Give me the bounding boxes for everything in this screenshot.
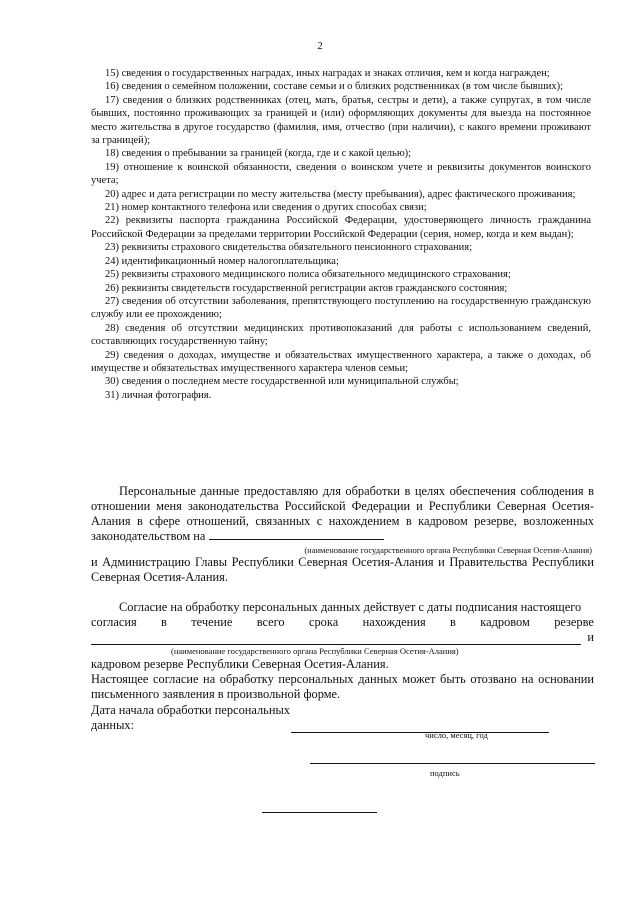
consent-paragraph-1-tail: и Администрацию Главы Республики Северная Осетия-Алания и Правительства Республики Северная Осетия-Алания. xyxy=(91,555,594,584)
list-item: 25) реквизиты страхового медицинского полиса обязательного медицинского страхования; xyxy=(105,269,511,281)
consent-paragraph-2-tail: кадровом резерве Республики Северная Осетия-Алания. xyxy=(91,657,389,671)
list-item: 21) номер контактного телефона или сведения о других способах связи; xyxy=(105,202,427,214)
org-name-caption: (наименование государственного органа Республики Северная Осетия-Алания) xyxy=(304,545,592,555)
word: всего xyxy=(256,615,285,629)
list-item: 28) сведения об отсутствии медицинских противопоказаний для работы с использованием сведений, составляющих государственную тайну; xyxy=(91,322,591,348)
date-label-line-2: данных: xyxy=(91,718,135,732)
signature-caption: подпись xyxy=(430,768,460,778)
date-label xyxy=(91,703,594,733)
date-field[interactable] xyxy=(291,719,549,733)
consent-paragraph-2: Согласие на обработку персональных данных действует с даты подписания настоящего xyxy=(119,600,582,614)
consent-paragraph-3: Настоящее согласие на обработку персональных данных может быть отозвано на основании письменного заявления в произвольной форме. xyxy=(91,672,594,701)
signature-field[interactable] xyxy=(310,763,595,764)
personal-data-list xyxy=(91,67,591,402)
word: в xyxy=(450,615,456,629)
date-row xyxy=(91,718,594,733)
list-item: 19) отношение к воинской обязанности, сведения о воинском учете и реквизиты документов воинского учета; xyxy=(91,161,591,187)
list-item: 31) личная фотография. xyxy=(105,389,212,401)
word: согласия xyxy=(91,615,137,629)
conjunction-and: и xyxy=(587,630,594,644)
page-number: 2 xyxy=(317,40,323,52)
consent-paragraph-2-spread xyxy=(91,615,594,630)
list-item: 18) сведения о пребывании за границей (когда, где и с какой целью); xyxy=(105,148,412,160)
consent-section xyxy=(91,484,594,733)
list-item: 29) сведения о доходах, имуществе и обязательствах имущественного характера, а также о доходах, об имуществе и обязательствах имущественного характера членов семьи; xyxy=(91,349,591,374)
footer-divider xyxy=(262,812,377,813)
list-item: 20) адрес и дата регистрации по месту жительства (месту пребывания), адрес фактического проживания; xyxy=(105,188,576,200)
org-name-field[interactable] xyxy=(209,539,384,540)
list-item: 15) сведения о государственных наградах, иных наградах и знаках отличия, кем и когда награжден; xyxy=(105,68,550,79)
list-item: 17) сведения о близких родственниках (отец, мать, братья, сестры и дети), а также супругах, в том числе бывших, постоянно проживающих за границей и (или) оформляющих документы для выезда на постоянное место жительства в другое государство (фамилия, имя, отчество (при наличии), с какого времени проживают за границей); xyxy=(91,94,591,147)
date-label-line-1: Дата начала обработки персональных xyxy=(91,703,290,717)
list-item: 30) сведения о последнем месте государственной или муниципальной службы; xyxy=(105,376,459,388)
word: резерве xyxy=(554,615,594,629)
word: кадровом xyxy=(480,615,530,629)
word: в xyxy=(161,615,167,629)
consent-paragraph-1 xyxy=(91,484,594,544)
list-item: 23) реквизиты страхового свидетельства обязательного пенсионного страхования; xyxy=(105,242,473,254)
date-caption: число, месяц, год xyxy=(425,730,488,740)
word: срока xyxy=(308,615,339,629)
org-name-line-2 xyxy=(91,630,594,645)
list-item: 16) сведения о семейном положении, составе семьи и о близких родственниках (в том числе бывших); xyxy=(105,81,564,93)
org-name-field-2[interactable] xyxy=(91,631,581,645)
org-name-caption-2: (наименование государственного органа Республики Северная Осетия-Алания) xyxy=(171,646,459,656)
list-item: 27) сведения об отсутствии заболевания, препятствующего поступлению на государственную гражданскую службу или ее прохождению; xyxy=(91,295,591,321)
word: течение xyxy=(191,615,233,629)
list-item: 24) идентификационный номер налогоплательщика; xyxy=(105,255,339,267)
word: нахождения xyxy=(362,615,426,629)
list-item: 22) реквизиты паспорта гражданина Российской Федерации, удостоверяющего личность гражданина Российской Федерации за пределами территории Российской Федерации (серия, номер, когда и кем выдан); xyxy=(91,215,591,240)
consent-paragraph-1-text: Персональные данные предоставляю для обработки в целях обеспечения соблюдения в отношении меня законодательства Российской Федерации и Республики Северная Осетия-Алания в сфере отношений, связанных с нахождением в кадровом резерве, возложенных законодательством на xyxy=(91,484,594,543)
list-item: 26) реквизиты свидетельств государственной регистрации актов гражданского состояния; xyxy=(105,282,508,294)
